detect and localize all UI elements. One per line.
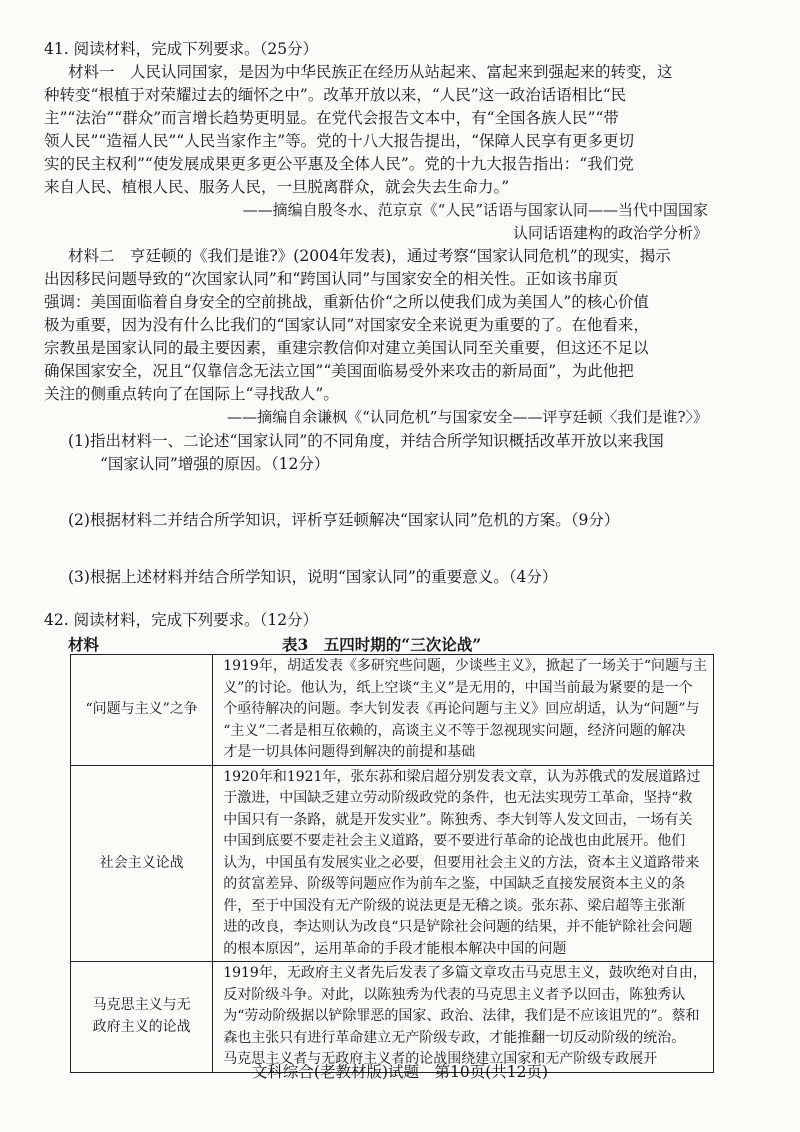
sub-question-1: (1)指出材料一、二论述“国家认同”的不同角度，并结合所学知识概括改革开放以来我国 — [68, 432, 664, 450]
question-41-header: 41. 阅读材料，完成下列要求。（25分） — [44, 40, 319, 58]
material-2-line: 出因移民问题导致的“次国家认同”和“跨国认同”与国家安全的相关性。正如该书扉页 — [44, 270, 619, 288]
row-content-cell — [213, 655, 714, 766]
material-1-line: 材料一 人民认同国家，是因为中华民族正在经历从站起来、富起来到强起来的转变，这 — [68, 63, 673, 81]
material-label: 材料 — [68, 635, 100, 654]
row-name: 社会主义论战 — [99, 854, 184, 871]
row-content-cell — [213, 962, 714, 1073]
row-name: “问题与主义”之争 — [85, 701, 198, 717]
row-content-line: 1919年，胡适发表《多研究些问题，少谈些主义》，掀起了一场关于“问题与主 — [223, 658, 707, 674]
debates-table — [70, 654, 714, 1073]
sub-question-1-cont: “国家认同”增强的原因。（12分） — [100, 455, 330, 473]
row-content-line: 反对阶级斗争。对此，以陈独秀为代表的马克思主义者予以回击，陈独秀认 — [223, 986, 686, 1003]
row-content-line: 1919年，无政府主义者先后发表了多篇文章攻击马克思主义，鼓吹绝对自由， — [223, 965, 707, 981]
row-name-cell — [71, 655, 213, 766]
row-content-line: 件，至于中国没有无产阶级的说法更是无稽之谈。张东荪、梁启超等主张渐 — [223, 897, 686, 914]
row-name: 政府主义的论战 — [92, 1018, 191, 1035]
row-content-cell — [213, 765, 714, 962]
material-1-line: 来自人民、植根人民、服务人民，一旦脱离群众，就会失去生命力。” — [44, 178, 510, 196]
row-name-cell — [71, 962, 213, 1073]
material-1-line: 实的民主权利”“使发展成果更多更公平惠及全体人民”。党的十九大报告指出：“我们党 — [44, 155, 634, 173]
material-2-line: 宗教虽是国家认同的最主要因素，重建宗教信仰对建立美国认同至关重要，但这还不足以 — [44, 339, 649, 357]
table-row — [71, 655, 714, 766]
material-2-line: 极为重要，因为没有什么比我们的“国家认同”对国家安全来说更为重要的了。在他看来， — [44, 316, 649, 334]
row-content-line: 中国只有一条路，就是开发实业”。陈独秀、李大钊等人发文回击，一场有关 — [223, 811, 693, 828]
row-content-line: 于激进，中国缺乏建立劳动阶级政党的条件，也无法实现劳工革命，坚持“救 — [223, 790, 693, 806]
row-content-line: 个亟待解决的问题。李大钊发表《再论问题与主义》回应胡适，认为“问题”与 — [223, 701, 700, 717]
row-content-line: 为“劳动阶级据以铲除罪恶的国家、政治、法律，我们是不应该诅咒的”。蔡和 — [223, 1008, 700, 1024]
material-2-line: 材料二 亨廷顿的《我们是谁?》(2004年发表)，通过考察“国家认同危机”的现实，揭示 — [68, 247, 671, 265]
material-2-source: ——摘编自余谦枫《“认同危机”与国家安全——评亨廷顿〈我们是谁?〉》 — [227, 408, 708, 426]
material-1-line: 主”“法治”“群众”而言增长趋势更明显。在党代会报告文本中，有“全国各族人民”“带 — [44, 109, 619, 127]
row-content-line: 认为，中国虽有发展实业之必要，但要用社会主义的方法，资本主义道路带来 — [223, 854, 700, 871]
page-footer: 文科综合(老教材版)试题 第10页(共12页) — [251, 1063, 549, 1081]
material-2-line: 关注的侧重点转向了在国际上“寻找敌人”。 — [44, 385, 339, 403]
material-1-line: 领人民”“造福人民”“人民当家作主”等。党的十八大报告提出，“保障人民享有更多更切 — [44, 132, 635, 150]
table-row — [71, 962, 714, 1073]
row-content-line: “主义”二者是相互依赖的，高谈主义不等于忽视现实问题，经济问题的解决 — [223, 722, 686, 739]
row-name-cell — [71, 765, 213, 962]
table-title: 表3 五四时期的“三次论战” — [282, 635, 482, 654]
row-content-line: 1920年和1921年，张东荪和梁启超分别发表文章，认为苏俄式的发展道路过 — [223, 768, 701, 785]
row-content-line: 中国到底要不要走社会主义道路，要不要进行革命的论战也由此展开。他们 — [223, 833, 686, 849]
row-content-line: 的贫富差异、阶级等问题应作为前车之鉴，中国缺乏直接发展资本主义的条 — [223, 876, 686, 892]
sub-question-2: (2)根据材料二并结合所学知识，评析亨廷顿解决“国家认同”危机的方案。（9分） — [68, 511, 620, 529]
material-1-source: 认同话语建构的政治学分析》 — [512, 224, 708, 242]
material-2-line: 确保国家安全，况且“仅靠信念无法立国”“美国面临易受外来攻击的新局面”，为此他把 — [44, 362, 634, 380]
row-content-line: 的根本原因”，运用革命的手段才能根本解决中国的问题 — [223, 940, 567, 957]
row-name: 马克思主义与无 — [92, 997, 191, 1014]
sub-question-3: (3)根据上述材料并结合所学知识，说明“国家认同”的重要意义。（4分） — [68, 568, 558, 586]
material-1-line: 种转变“根植于对荣耀过去的缅怀之中”。改革开放以来，“人民”这一政治话语相比“民 — [44, 86, 627, 104]
row-content-line: 才是一切具体问题得到解决的前提和基础 — [223, 744, 476, 760]
row-content-line: 森也主张只有进行革命建立无产阶级专政，才能推翻一切反动阶级的统治。 — [223, 1029, 686, 1046]
material-1-source: ——摘编自殷冬水、范京京《“人民”话语与国家认同——当代中国国家 — [242, 201, 708, 219]
row-content-line: 马克思主义者与无政府主义者的论战围绕建立国家和无产阶级专政展开 — [223, 1051, 658, 1067]
table-row — [71, 765, 714, 962]
material-2-line: 强调：美国面临着自身安全的空前挑战，重新估价“之所以使我们成为美国人”的核心价值 — [44, 293, 649, 311]
row-content-line: 进的改良，李达则认为改良“只是铲除社会问题的结果，并不能铲除社会问题 — [223, 919, 693, 935]
row-content-line: 义”的讨论。他认为，纸上空谈“主义”是无用的，中国当前最为紧要的是一个 — [223, 679, 693, 696]
question-42-header: 42. 阅读材料，完成下列要求。（12分） — [44, 611, 319, 629]
